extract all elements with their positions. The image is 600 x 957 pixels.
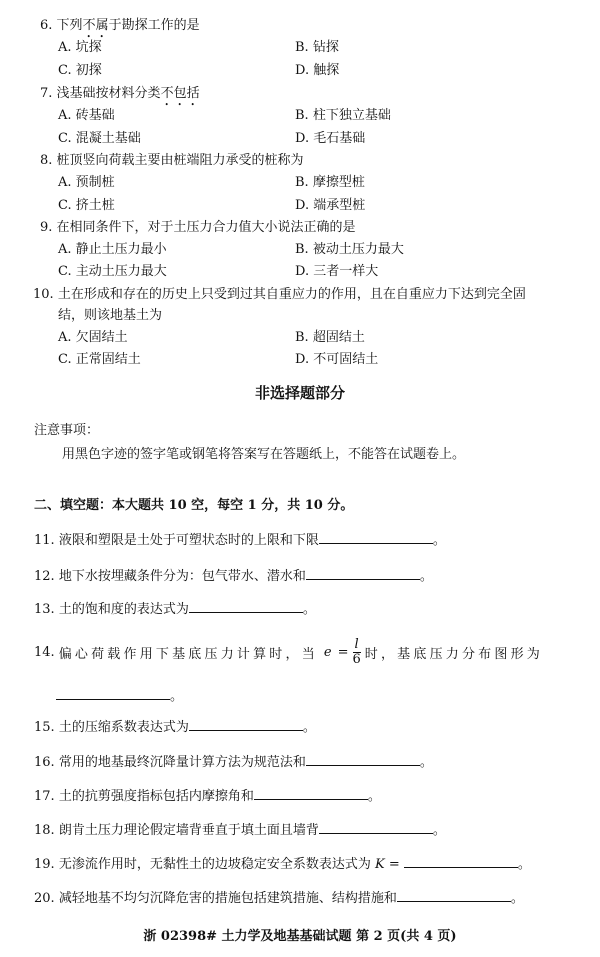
option-8b: B. 摩擦型桩 xyxy=(295,175,365,190)
answer-blank xyxy=(319,530,433,544)
answer-blank xyxy=(306,566,420,580)
question-10: 10. 土在形成和存在的历史上只受到过其自重应力的作用，且在自重应力下达到完全固 xyxy=(33,287,526,302)
option-6c: C. 初探 xyxy=(58,63,102,78)
option-9a: A. 静止土压力最小 xyxy=(58,242,167,257)
option-7b: B. 柱下独立基础 xyxy=(295,108,391,123)
question-11: 11. 液限和塑限是土处于可塑状态时的上限和下限 。 xyxy=(34,530,446,551)
question-16: 16. 常用的地基最终沉降量计算方法为规范法和 。 xyxy=(34,752,433,773)
option-7a: A. 砖基础 xyxy=(58,108,115,123)
option-10d: D. 不可固结土 xyxy=(295,352,379,367)
question-8: 8. 桩顶竖向荷载主要由桩端阻力承受的桩称为 xyxy=(40,153,304,168)
question-18: 18. 朗肯土压力理论假定墙背垂直于填土面且墙背 。 xyxy=(34,820,446,841)
question-6: 6. 下列不属于勘探工作的是 xyxy=(40,18,200,33)
question-12: 12. 地下水按埋藏条件分为：包气带水、潜水和 。 xyxy=(34,566,433,587)
option-9d: D. 三者一样大 xyxy=(295,264,379,279)
question-10-line2: 结，则该地基土为 xyxy=(58,308,163,323)
notice-title: 注意事项： xyxy=(34,423,100,438)
emphasis-text: 不包括 xyxy=(160,86,200,101)
question-14-answer: 。 xyxy=(56,686,183,707)
answer-blank xyxy=(189,599,303,613)
question-20: 20. 减轻地基不均匀沉降危害的措施包括建筑措施、结构措施和 。 xyxy=(34,888,524,909)
option-6b: B. 钻探 xyxy=(295,40,339,55)
option-10c: C. 正常固结土 xyxy=(58,352,141,367)
option-8a: A. 预制桩 xyxy=(58,175,115,190)
answer-blank xyxy=(189,717,303,731)
option-6d: D. 触探 xyxy=(295,63,340,78)
option-8c: C. 挤土桩 xyxy=(58,198,115,213)
question-14: 14. 偏心荷载作用下基底压力计算时，当 e = $\frac{l}{6}$ 时，基底压力分布图形为 xyxy=(34,637,543,667)
option-10a: A. 欠固结土 xyxy=(58,330,128,345)
option-9c: C. 主动土压力最大 xyxy=(58,264,167,279)
option-8d: D. 端承型桩 xyxy=(295,198,366,213)
answer-blank xyxy=(306,752,420,766)
fill-section-title: 二、填空题：本大题共 10 空，每空 1 分，共 10 分。 xyxy=(34,498,354,513)
question-9: 9. 在相同条件下，对于土压力合力值大小说法正确的是 xyxy=(40,220,356,235)
option-9b: B. 被动土压力最大 xyxy=(295,242,404,257)
option-10b: B. 超固结土 xyxy=(295,330,365,345)
answer-blank xyxy=(254,786,368,800)
question-13: 13. 土的饱和度的表达式为 。 xyxy=(34,599,316,620)
fraction: $\frac{l}{6}$ xyxy=(352,637,361,667)
notice-text: 用黑色字迹的签字笔或钢笔将答案写在答题纸上，不能答在试题卷上。 xyxy=(62,447,466,462)
question-7: 7. 浅基础按材料分类不包括 xyxy=(40,86,200,101)
option-6a: A. 坑探 xyxy=(58,40,102,55)
page-footer: 浙 02398# 土力学及地基基础试题 第 2 页(共 4 页) xyxy=(143,929,457,944)
option-7d: D. 毛石基础 xyxy=(295,131,366,146)
question-19: 19. 无渗流作用时，无黏性土的边坡稳定安全系数表达式为 K = 。 xyxy=(34,854,531,875)
question-17: 17. 土的抗剪强度指标包括内摩擦角和 。 xyxy=(34,786,381,807)
answer-blank xyxy=(404,854,518,868)
answer-blank xyxy=(397,888,511,902)
question-15: 15. 土的压缩系数表达式为 。 xyxy=(34,717,316,738)
emphasis-text: 不属 xyxy=(82,18,109,33)
answer-blank xyxy=(56,686,170,700)
section-heading: 非选择题部分 xyxy=(254,384,345,402)
answer-blank xyxy=(319,820,433,834)
option-7c: C. 混凝土基础 xyxy=(58,131,141,146)
